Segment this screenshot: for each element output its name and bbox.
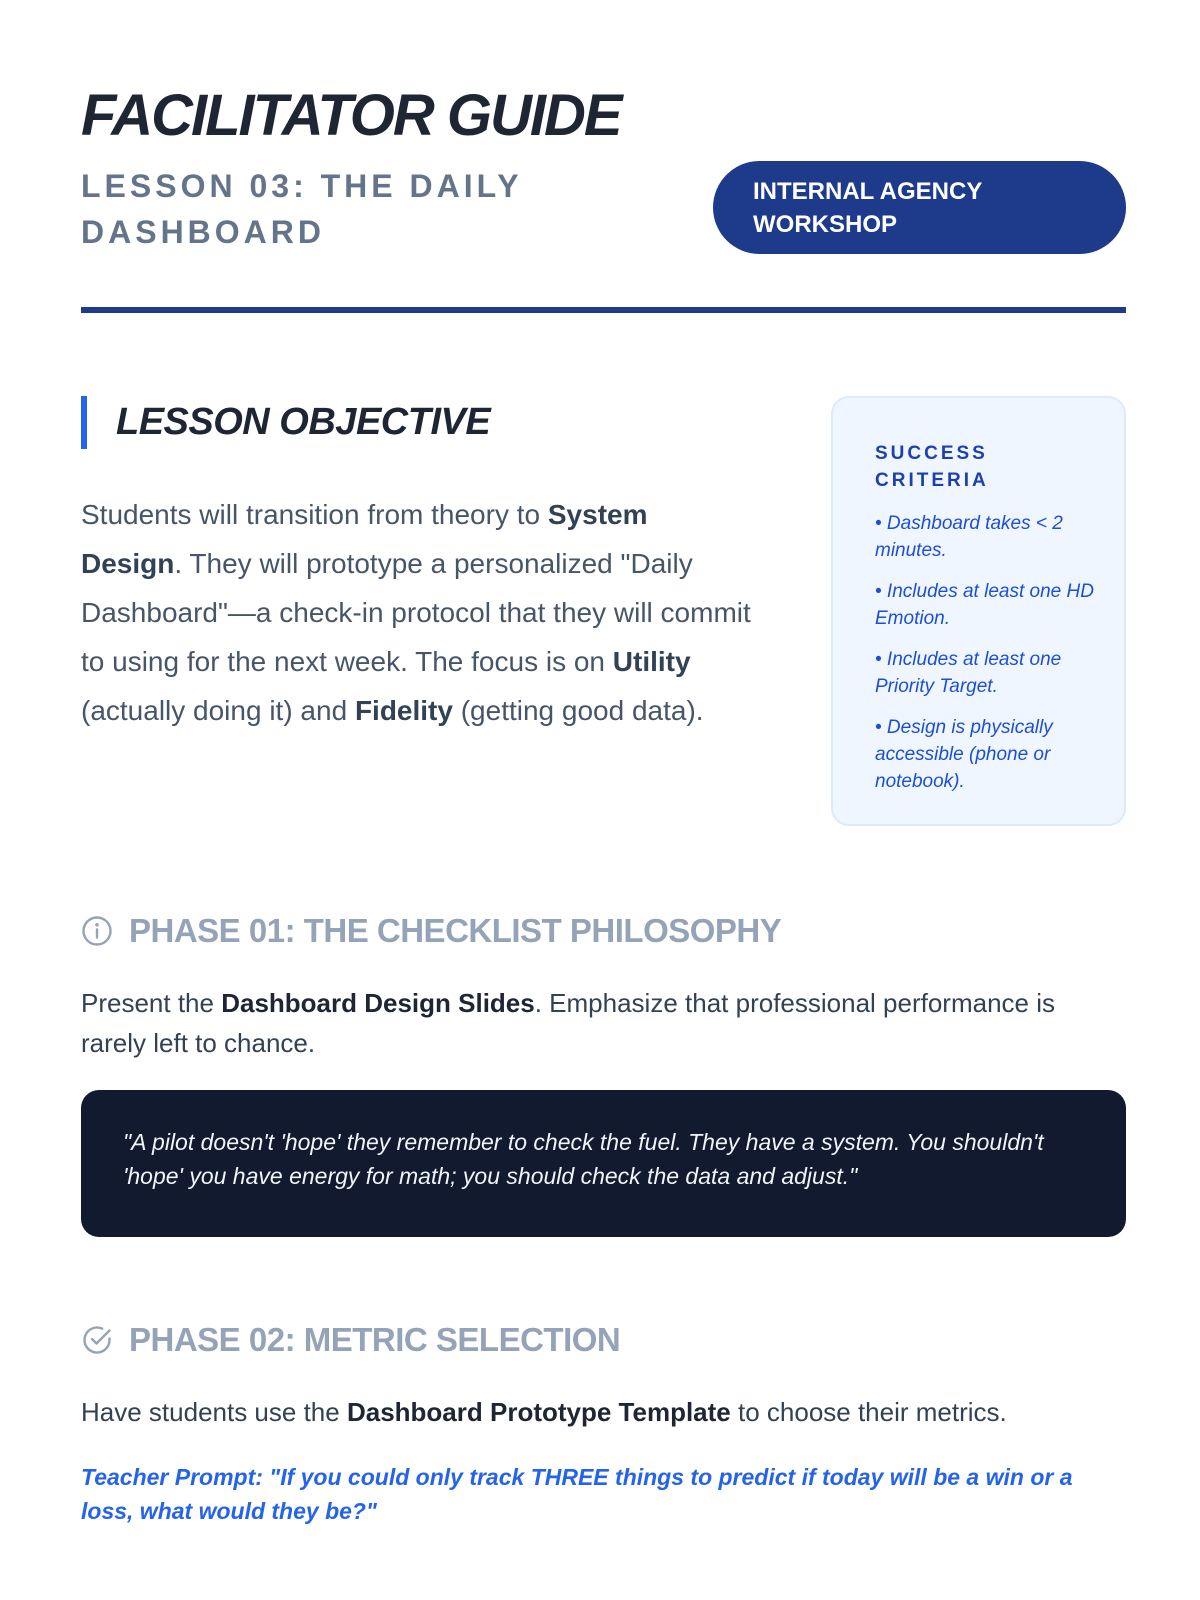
info-circle-icon bbox=[81, 915, 113, 947]
header-divider bbox=[81, 307, 1126, 313]
objective-text-part: . They will prototype a personalized "Daily Dashboard"—a check-in protocol that they will commit to using for the next week. The focus is on bbox=[81, 548, 751, 677]
workshop-badge: INTERNAL AGENCY WORKSHOP bbox=[713, 161, 1126, 254]
success-criteria-item: • Design is physically accessible (phone or notebook). bbox=[875, 717, 1053, 792]
objective-accent-bar bbox=[81, 396, 87, 449]
phase-1-heading-label: PHASE 01: THE CHECKLIST PHILOSOPHY bbox=[129, 912, 782, 949]
objective-bold-utility: Utility bbox=[612, 646, 691, 677]
objective-text bbox=[81, 490, 751, 735]
page-title: FACILITATOR GUIDE bbox=[81, 83, 621, 148]
objective-text-part: Students will transition from theory to bbox=[81, 499, 548, 530]
phase-1-bold-slides: Dashboard Design Slides bbox=[221, 988, 535, 1018]
objective-text-part: (actually doing it) and bbox=[81, 695, 355, 726]
success-criteria-item: • Includes at least one Priority Target. bbox=[875, 649, 1062, 697]
phase-2-bold-template: Dashboard Prototype Template bbox=[346, 1397, 731, 1427]
phase-2-text-part: to choose their metrics. bbox=[730, 1397, 1007, 1427]
phase-2-text bbox=[81, 1392, 1126, 1432]
phase-2-heading bbox=[81, 1318, 620, 1362]
success-criteria-item: • Includes at least one HD Emotion. bbox=[875, 581, 1094, 629]
objective-bold-fidelity: Fidelity bbox=[354, 695, 453, 726]
phase-1-text bbox=[81, 983, 1126, 1063]
phase-1-text-part: . Emphasize that professional performance is rarely left to chance. bbox=[81, 988, 1055, 1058]
phase-2-heading-label: PHASE 02: METRIC SELECTION bbox=[129, 1321, 621, 1358]
check-circle-icon bbox=[81, 1324, 113, 1356]
phase-1-text-part: Present the bbox=[81, 988, 222, 1018]
phase-1-heading bbox=[81, 909, 781, 953]
objective-heading: LESSON OBJECTIVE bbox=[116, 401, 491, 443]
objective-text-part: (getting good data). bbox=[452, 695, 704, 726]
lesson-label: LESSON 03: THE DAILY DASHBOARD bbox=[81, 168, 522, 250]
teacher-prompt: Teacher Prompt: "If you could only track THREE things to predict if today will be a win or a loss, what would they be?" bbox=[81, 1464, 1073, 1524]
success-criteria-card bbox=[831, 396, 1126, 826]
success-criteria-title: SUCCESS CRITERIA bbox=[875, 443, 989, 491]
objective-bold-system-design: System Design bbox=[81, 499, 648, 579]
phase-2-text-part: Have students use the bbox=[81, 1397, 347, 1427]
pilot-quote-box: "A pilot doesn't 'hope' they remember to check the fuel. They have a system. You shouldn't 'hope' you have energy for math; you should check the data and adjust." bbox=[81, 1090, 1126, 1237]
success-criteria-item: • Dashboard takes < 2 minutes. bbox=[875, 513, 1063, 561]
